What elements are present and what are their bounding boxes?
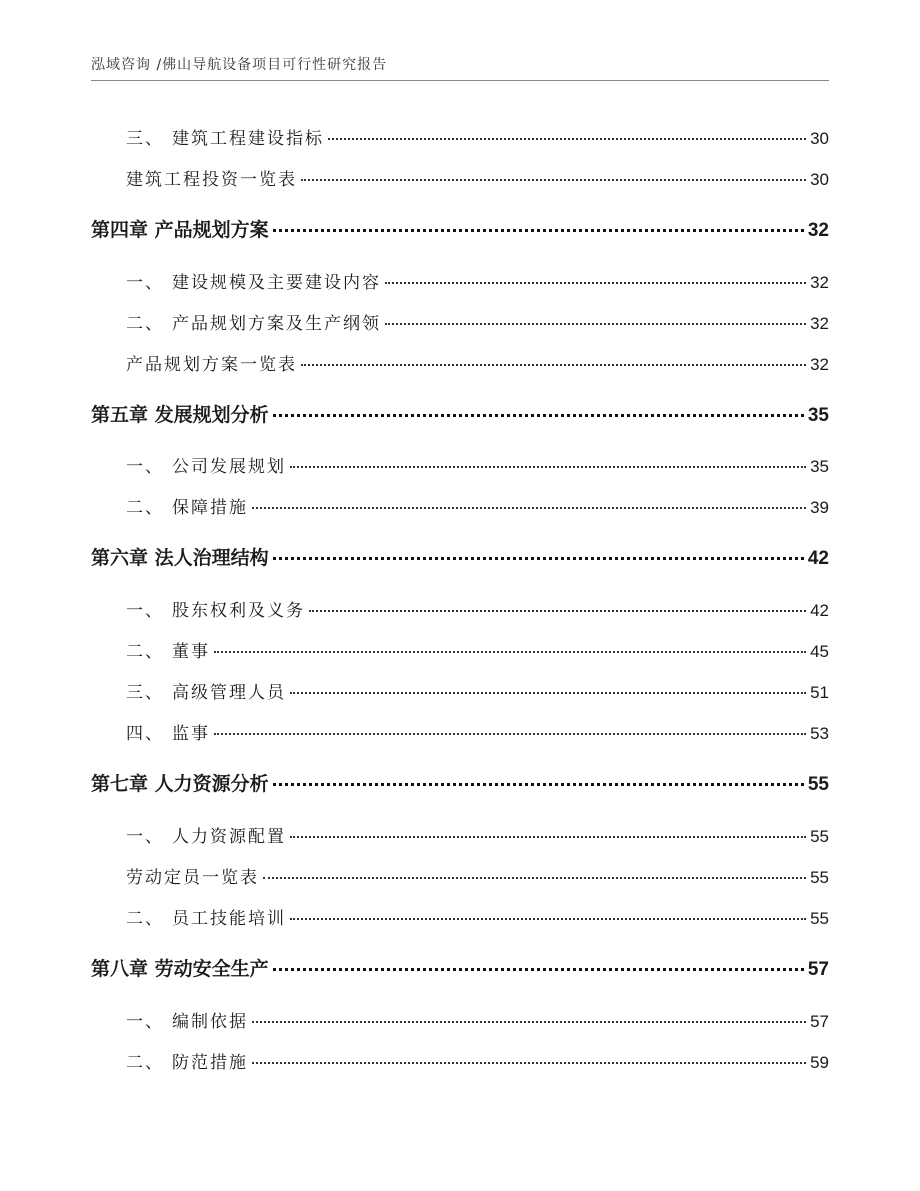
toc-page-number: 55 (810, 909, 829, 928)
toc-entry-number: 三、 (126, 129, 164, 149)
header-divider (91, 80, 829, 81)
toc-dot-leader (273, 783, 804, 786)
toc-dot-leader (328, 138, 806, 140)
toc-page-number: 59 (810, 1053, 829, 1072)
toc-page-number: 42 (810, 601, 829, 620)
toc-dot-leader (252, 1021, 806, 1023)
toc-entry-number: 三、 (126, 683, 164, 703)
toc-entry-number: 二、 (126, 498, 164, 518)
toc-section-entry[interactable] (126, 493, 829, 518)
toc-page-number: 57 (810, 1012, 829, 1031)
toc-chapter-entry[interactable] (91, 769, 829, 796)
toc-page-number: 55 (807, 774, 829, 795)
toc-entry-title: 产品规划方案一览表 (126, 355, 297, 375)
toc-page-number: 32 (810, 273, 829, 292)
toc-section-entry[interactable] (126, 596, 829, 621)
toc-page-number: 32 (810, 314, 829, 333)
toc-section-entry[interactable] (126, 268, 829, 293)
toc-entry-title: 产品规划方案及生产纲领 (172, 314, 381, 334)
toc-entry-title: 第六章 法人治理结构 (91, 547, 269, 569)
toc-entry-title: 董事 (172, 642, 210, 662)
toc-section-entry[interactable] (126, 309, 829, 334)
toc-page-number: 32 (807, 220, 829, 241)
toc-chapter-entry[interactable] (91, 954, 829, 981)
toc-page-number: 39 (810, 498, 829, 517)
toc-dot-leader (309, 610, 806, 612)
toc-dot-leader (273, 414, 804, 417)
toc-section-entry[interactable] (126, 1048, 829, 1073)
toc-dot-leader (301, 364, 806, 366)
toc-section-entry[interactable] (126, 452, 829, 477)
toc-entry-title: 保障措施 (172, 498, 248, 518)
toc-dot-leader (290, 692, 806, 694)
toc-dot-leader (273, 557, 804, 560)
toc-entry-title: 建筑工程投资一览表 (126, 170, 297, 190)
toc-entry-number: 一、 (126, 273, 164, 293)
toc-dot-leader (214, 651, 806, 653)
toc-section-entry[interactable] (126, 904, 829, 929)
toc-page-number: 30 (810, 170, 829, 189)
toc-entry-title: 公司发展规划 (172, 457, 286, 477)
toc-dot-leader (252, 1062, 806, 1064)
toc-entry-title: 第四章 产品规划方案 (91, 219, 269, 241)
toc-dot-leader (385, 323, 806, 325)
toc-entry-title: 建设规模及主要建设内容 (172, 273, 381, 293)
toc-entry-number: 一、 (126, 457, 164, 477)
toc-entry-number: 一、 (126, 1012, 164, 1032)
toc-dot-leader (273, 229, 804, 232)
toc-page-number: 51 (810, 683, 829, 702)
toc-section-entry[interactable] (126, 1007, 829, 1032)
toc-entry-title: 防范措施 (172, 1053, 248, 1073)
toc-dot-leader (252, 507, 806, 509)
toc-section-entry[interactable] (126, 350, 829, 375)
toc-entry-number: 一、 (126, 827, 164, 847)
toc-section-entry[interactable] (126, 165, 829, 190)
toc-page-number: 53 (810, 724, 829, 743)
toc-section-entry[interactable] (126, 822, 829, 847)
toc-entry-title: 第七章 人力资源分析 (91, 773, 269, 795)
toc-page-number: 30 (810, 129, 829, 148)
toc-page-number: 32 (810, 355, 829, 374)
toc-section-entry[interactable] (126, 124, 829, 149)
toc-section-entry[interactable] (126, 678, 829, 703)
toc-entry-number: 二、 (126, 642, 164, 662)
toc-entry-title: 监事 (172, 724, 210, 744)
running-header: 泓域咨询 /佛山导航设备项目可行性研究报告 (91, 57, 388, 73)
toc-entry-title: 建筑工程建设指标 (172, 129, 324, 149)
toc-dot-leader (290, 836, 806, 838)
toc-dot-leader (290, 918, 806, 920)
toc-page-number: 55 (810, 827, 829, 846)
toc-dot-leader (290, 466, 806, 468)
toc-dot-leader (214, 733, 806, 735)
toc-page-number: 45 (810, 642, 829, 661)
toc-chapter-entry[interactable] (91, 400, 829, 427)
toc-entry-title: 劳动定员一览表 (126, 868, 259, 888)
toc-entry-title: 股东权利及义务 (172, 601, 305, 621)
toc-chapter-entry[interactable] (91, 215, 829, 242)
toc-page-number: 35 (810, 457, 829, 476)
toc-page-number: 35 (807, 405, 829, 426)
toc-section-entry[interactable] (126, 863, 829, 888)
toc-page-number: 55 (810, 868, 829, 887)
toc-dot-leader (263, 877, 806, 879)
toc-entry-number: 一、 (126, 601, 164, 621)
toc-page-number: 42 (807, 548, 829, 569)
toc-entry-title: 第五章 发展规划分析 (91, 404, 269, 426)
toc-dot-leader (385, 282, 806, 284)
toc-entry-number: 二、 (126, 909, 164, 929)
toc-entry-title: 第八章 劳动安全生产 (91, 958, 269, 980)
toc-entry-title: 员工技能培训 (172, 909, 286, 929)
toc-entry-number: 二、 (126, 1053, 164, 1073)
toc-entry-title: 高级管理人员 (172, 683, 286, 703)
toc-entry-number: 二、 (126, 314, 164, 334)
toc-section-entry[interactable] (126, 637, 829, 662)
toc-dot-leader (273, 968, 804, 971)
toc-entry-title: 编制依据 (172, 1012, 248, 1032)
toc-chapter-entry[interactable] (91, 543, 829, 570)
toc-section-entry[interactable] (126, 719, 829, 744)
toc-entry-title: 人力资源配置 (172, 827, 286, 847)
toc-entry-number: 四、 (126, 724, 164, 744)
toc-dot-leader (301, 179, 806, 181)
toc-page-number: 57 (807, 959, 829, 980)
